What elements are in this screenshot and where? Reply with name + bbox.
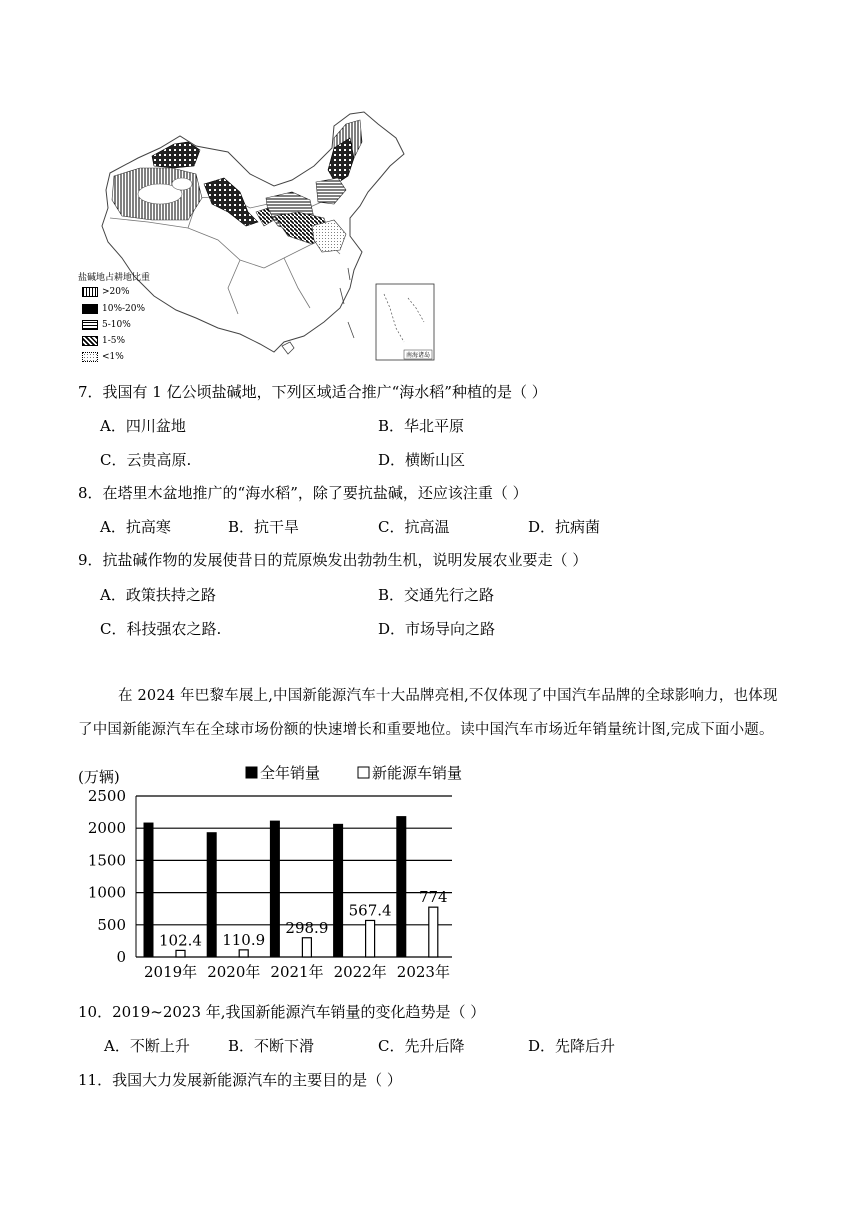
question-9-option-b[interactable]: B．交通先行之路: [378, 586, 495, 604]
x-tick-label: 2019年: [144, 963, 198, 981]
bar-total: [397, 817, 406, 957]
question-7-option-b[interactable]: B．华北平原: [378, 417, 465, 435]
legend-label-total: 全年销量: [260, 764, 321, 782]
bar-nev: [429, 907, 438, 957]
x-tick-label: 2022年: [333, 963, 387, 981]
y-tick-label: 2500: [87, 787, 126, 805]
question-10-option-b[interactable]: B．不断下滑: [228, 1037, 315, 1055]
y-axis-label: (万辆): [78, 768, 120, 786]
x-tick-label: 2020年: [207, 963, 261, 981]
bar-total: [144, 823, 153, 957]
data-label-nev: 774: [418, 888, 448, 907]
question-9-option-c[interactable]: C．科技强农之路.: [100, 620, 222, 638]
x-tick-label: 2021年: [270, 963, 324, 981]
car-sales-chart-svg: [76, 758, 468, 984]
inset-label: 南海诸岛: [405, 352, 431, 359]
question-8-stem: 8．在塔里木盆地推广的“海水稻”，除了要抗盐碱，还应该注重（ ）: [78, 484, 528, 502]
question-7-option-a[interactable]: A．四川盆地: [100, 417, 186, 435]
legend-item-10-20: [82, 302, 145, 315]
legend-swatch-nev: [358, 767, 369, 778]
passage-line-2: 了中国新能源汽车在全球市场份额的快速增长和重要地位。读中国汽车市场近年销量统计图,完成下面小题。: [78, 722, 774, 738]
bar-total: [270, 821, 279, 957]
x-tick-label: 2023年: [396, 963, 450, 981]
question-10-stem: 10．2019~2023 年,我国新能源汽车销量的变化趋势是（ ）: [78, 1003, 486, 1021]
bar-nev: [366, 920, 375, 957]
question-8-option-d[interactable]: D．抗病菌: [528, 518, 601, 536]
y-tick-label: 1000: [87, 883, 126, 902]
question-9-option-d[interactable]: D．市场导向之路: [378, 620, 496, 638]
y-tick-label: 500: [97, 915, 126, 934]
legend-item-over-20: [82, 285, 130, 298]
bar-total: [207, 833, 216, 957]
question-9-stem: 9．抗盐碱作物的发展使昔日的荒原焕发出勃勃生机，说明发展农业要走（ ）: [78, 551, 588, 569]
data-label-nev: 567.4: [348, 901, 392, 920]
question-8-option-c[interactable]: C．抗高温: [378, 518, 450, 536]
question-7-option-d[interactable]: D．横断山区: [378, 451, 466, 469]
question-10-option-a[interactable]: A．不断上升: [104, 1037, 190, 1055]
data-label-nev: 110.9: [222, 930, 266, 949]
legend-label: 10%-20%: [102, 303, 146, 314]
question-11-stem: 11．我国大力发展新能源汽车的主要目的是（ ）: [78, 1071, 402, 1089]
car-sales-chart: [76, 758, 468, 984]
question-7-stem: 7．我国有 1 亿公顷盐碱地，下列区域适合推广“海水稻”种植的是（ ）: [78, 383, 547, 401]
legend-label-nev: 新能源车销量: [372, 764, 463, 782]
saline-land-map: [78, 108, 438, 366]
question-8-option-a[interactable]: A．抗高寒: [100, 518, 171, 536]
horizontal-hatch-swatch: [82, 320, 98, 330]
dotted-swatch: [82, 352, 98, 362]
data-label-nev: 102.4: [159, 931, 202, 950]
bar-total: [334, 824, 343, 957]
crosshatch-swatch: [82, 304, 98, 314]
y-tick-label: 1500: [87, 851, 126, 870]
data-label-nev: 298.9: [285, 918, 329, 937]
question-7-option-c[interactable]: C．云贵高原.: [100, 451, 192, 469]
question-10-option-d[interactable]: D．先降后升: [528, 1037, 616, 1055]
legend-item-1-5: [82, 334, 125, 347]
bar-nev: [239, 950, 248, 957]
question-10-option-c[interactable]: C．先升后降: [378, 1037, 465, 1055]
passage-line-1: 在 2024 年巴黎车展上,中国新能源汽车十大品牌亮相,不仅体现了中国汽车品牌的全球影响力，也体现: [118, 688, 778, 704]
question-9-option-a[interactable]: A．政策扶持之路: [100, 586, 216, 604]
legend-swatch-total: [246, 767, 257, 778]
china-map-graphic: [78, 108, 438, 366]
legend-label: 1-5%: [102, 335, 126, 346]
bar-nev: [176, 950, 185, 957]
legend-label: <1%: [102, 351, 124, 362]
y-tick-label: 2000: [87, 819, 126, 838]
legend-item-under-1: [82, 350, 124, 363]
y-tick-label: 0: [116, 948, 126, 966]
legend-item-5-10: [82, 318, 131, 331]
vertical-hatch-swatch: [82, 287, 98, 297]
map-legend-title: 盐碱地占耕地比重: [78, 273, 151, 283]
legend-label: 5-10%: [102, 319, 131, 330]
bar-nev: [302, 938, 311, 957]
question-8-option-b[interactable]: B．抗干旱: [228, 518, 300, 536]
legend-label: >20%: [102, 286, 130, 297]
diagonal-hatch-swatch: [82, 336, 98, 346]
